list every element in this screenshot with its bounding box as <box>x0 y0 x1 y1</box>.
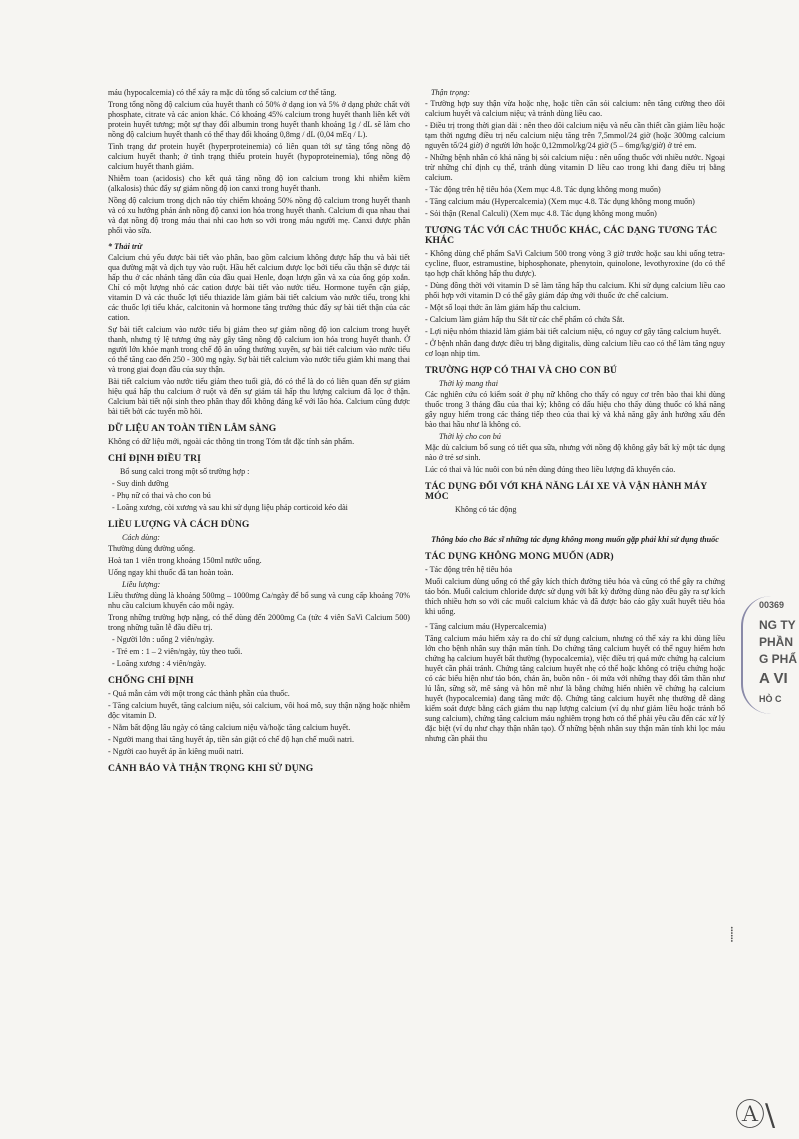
list-item: - Trường hợp suy thận vừa hoặc nhẹ, hoặc tiền căn sỏi calcium: nên tăng cường theo dõi calcium huyết và calcium niệu; và tránh dùng liều cao. <box>425 99 725 118</box>
stamp-text: PHẦN <box>759 635 794 649</box>
section-heading: LIỀU LƯỢNG VÀ CÁCH DÙNG <box>108 519 250 530</box>
paragraph: Tăng calcium máu hiếm xảy ra do chỉ sử dụng calcium, nhưng có thể xảy ra khi dùng liều lớn cho bệnh nhân suy thận mãn tính. Do chứng tăng calcium huyết có thể nguy hiểm hơn chứng hạ calcium huyết bất thường (hypocalcemia), việc điều trị quá mức chứng hạ calcium huyết cần phải tránh. Chứng tăng calcium huyết nhẹ có thể hoặc không có triệu chứng hoặc có các biểu hiện như táo bón, chán ăn, buồn nôn - ói mửa với những thay đổi tâm thần như lú lẫn, sững sờ, mê sảng và hôn mê như là bằng chứng hiển nhiên về chứng hạ calcium huyết (hypocalcemia) đang tăng mức độ. Chứng tăng calcium huyết nhẹ thường dễ dàng kiểm soát được bằng cách giảm thu nạp lượng calcium (ví dụ như giảm liều hoặc tránh bổ sung calcium), chứng tăng calcium máu nghiêm trọng hơn có thể phải yêu cầu đến các xử lý đặc biệt (ví dụ như chạy thận nhân tạo). Ở những bệnh nhân suy thận mãn tính khi lọc máu nhưng cần phải thu <box>425 634 725 743</box>
list-item: - Tăng calcium máu (Hypercalcemia) <box>425 622 547 631</box>
paragraph: Nồng độ calcium trong dịch não tủy chiếm khoảng 50% nồng độ calcium trong huyết thanh và có xu hướng phản ánh nồng độ canxi ion hóa trong huyết thanh. Calcium đi qua nhau thai và đạt nồng độ trong máu thai nhi cao hơn so với trong máu người mẹ. Canxi được phân phối vào sữa. <box>108 196 410 235</box>
paragraph: máu (hypocalcemia) có thể xảy ra mặc dù tổng số calcium cơ thể tăng. <box>108 88 337 97</box>
paragraph: Sự bài tiết calcium vào nước tiểu bị giảm theo sự giảm nồng độ ion calcium trong huyết thanh, nhưng tỷ lệ tương ứng này gây tăng nồng độ calcium ion hóa trong huyết thanh. Ở người lớn khỏe mạnh trong chế độ ăn uống thường xuyên, sự bài tiết calcium vào nước tiểu có thể tăng cao đến 250 - 300 mg ngày. Sự bài tiết calcium vào nước tiểu giảm khi mang thai và trong giai đoạn đầu của suy thận. <box>108 325 410 374</box>
list-item: - Người lớn : uống 2 viên/ngày. <box>112 635 215 644</box>
list-item: Uống ngay khi thuốc đã tan hoàn toàn. <box>108 568 234 577</box>
company-stamp <box>741 596 799 714</box>
section-heading: TRƯỜNG HỢP CÓ THAI VÀ CHO CON BÚ <box>425 365 617 376</box>
paragraph: Không có dữ liệu mới, ngoài các thông tin trong Tóm tắt đặc tính sản phẩm. <box>108 437 355 446</box>
paragraph: Nhiễm toan (acidosis) cho kết quả tăng nồng độ ion calcium trong khi nhiễm kiềm (alkalosis) thúc đẩy sự giảm nồng độ ion canxi trong huyết thanh. <box>108 174 410 193</box>
stamp-text: A VI <box>759 670 788 687</box>
subheading: Thời kỳ mang thai <box>439 379 498 388</box>
paragraph: Trong những trường hợp nặng, có thể dùng đến 2000mg Ca (tức 4 viên SaVi Calcium 500) trong những tuần lễ đầu điều trị. <box>108 613 410 632</box>
stamp-text: 00369 <box>759 600 785 610</box>
paragraph: Muối calcium dùng uống có thể gây kích thích đường tiêu hóa và cũng có thể gây ra chứng táo bón. Muối calcium chloride được sử dụng với bất kỳ đường dùng nào đều gây ra sự kích thích nhiều hơn so với các muối calcium khác và đã được báo cáo gây xuất huyết tiêu hóa khi uống. <box>425 577 725 616</box>
section-heading: CHỐNG CHỈ ĐỊNH <box>108 675 194 686</box>
list-item: - Tăng calcium huyết, tăng calcium niệu, sỏi calcium, vôi hoá mô, suy thận nặng hoặc nhiễm độc vitamin D. <box>108 701 410 720</box>
paragraph: Calcium chủ yếu được bài tiết vào phân, bao gồm calcium không được hấp thu và bài tiết qua đường mật và dịch tụy vào ruột. Hầu hết calcium được lọc bởi tiểu cầu thận sẽ được tái hấp thu ở các nhánh tăng dần của đầu quai Henle, đoạn lượn gần và xa của ống góp xoắn. Chỉ có một lượng nhỏ các cation được bài tiết vào nước tiểu. Hormone tuyến cận giáp, vitamin D và các thuốc lợi tiểu thiazide làm giảm bài tiết calcium vào nước tiểu, trong khi các thuốc lợi tiểu khác, calcitonin và hormone tăng trưởng thúc đẩy sự bài tiết thận của các cation. <box>108 253 410 322</box>
list-item: - Một số loại thức ăn làm giảm hấp thu calcium. <box>425 303 581 312</box>
paragraph: Các nghiên cứu có kiểm soát ở phụ nữ không cho thấy có nguy cơ trên bào thai khi dùng thuốc trong 3 tháng đầu của thai kỳ; không có dấu hiệu cho thấy dùng thuốc có khả năng gây nguy hiểm trong các tháng tiếp theo của thai kỳ và khả năng gây ảnh hưởng xấu đến bào thai hầu như là không có. <box>425 390 725 429</box>
list-item: - Tác động trên hệ tiêu hóa <box>425 565 513 574</box>
list-item: - Ở bệnh nhân đang được điều trị bằng digitalis, dùng calcium liều cao có thể làm tăng nguy cơ loạn nhịp tim. <box>425 339 725 358</box>
adr-notice: Thông báo cho Bác sĩ những tác dụng không mong muốn gặp phải khi sử dụng thuốc <box>431 535 719 544</box>
list-item: - Người cao huyết áp ăn kiêng muối natri. <box>108 747 244 756</box>
section-heading: TÁC DỤNG KHÔNG MONG MUỐN (ADR) <box>425 551 614 562</box>
elimination-heading: * Thải trừ <box>108 242 143 251</box>
list-item: Thường dùng đường uống. <box>108 544 196 553</box>
subheading: Liều lượng: <box>122 580 161 589</box>
list-item: - Quá mẫn cảm với một trong các thành phần của thuốc. <box>108 689 290 698</box>
subheading: Cách dùng: <box>122 533 160 542</box>
margin-mark: ⸽ <box>730 928 734 943</box>
subheading: Thận trọng: <box>431 88 470 97</box>
subheading: Thời kỳ cho con bú <box>439 432 501 441</box>
section-heading: TƯƠNG TÁC VỚI CÁC THUỐC KHÁC, CÁC DẠNG TƯƠNG TÁC KHÁC <box>425 225 718 246</box>
list-item: Hoà tan 1 viên trong khoảng 150ml nước uống. <box>108 556 262 565</box>
list-item: - Trẻ em : 1 – 2 viên/ngày, tùy theo tuổi. <box>112 647 243 656</box>
list-item: - Phụ nữ có thai và cho con bú <box>112 491 211 500</box>
section-heading: CHỈ ĐỊNH ĐIỀU TRỊ <box>108 453 201 464</box>
list-item: - Lợi niệu nhóm thiazid làm giảm bài tiết calcium niệu, có nguy cơ gây tăng calcium huyết. <box>425 327 722 336</box>
list-item: - Dùng đồng thời với vitamin D sẽ làm tăng hấp thu calcium. Khi sử dụng calcium liều cao phối hợp với vitamin D có thể gây giảm đáp ứng với thuốc ức chế calcium. <box>425 281 725 300</box>
paragraph: Liều thường dùng là khoảng 500mg – 1000mg Ca/ngày để bổ sung và cung cấp khoảng 70% nhu cầu calcium khuyến cáo mỗi ngày. <box>108 591 410 610</box>
list-item: - Những bệnh nhân có khả năng bị sỏi calcium niệu : nên uống thuốc với nhiều nước. Ngoại trừ những chỉ định cụ thể, tránh dùng vitamin D liều cao trong khi đang điều trị bằng calcium. <box>425 153 725 182</box>
left-column <box>108 88 410 777</box>
paragraph: Bổ sung calci trong một số trường hợp : <box>120 467 250 476</box>
signature: Ⓐ\ <box>735 1098 776 1133</box>
paragraph: Trong tổng nồng độ calcium của huyết thanh có 50% ở dạng ion và 5% ở dạng phức chất với phosphate, citrate và các anion khác. Có khoảng 45% calcium trong huyết thanh liên kết với protein huyết tương; một sự thay đổi albumin trong huyết thanh khoảng 1g / dL sẽ làm cho nồng độ calcium huyết thanh có thể thay đổi khoảng 0,8mg / dL (0,04 mEq / L). <box>108 100 410 139</box>
stamp-text: HÒ C <box>759 694 782 704</box>
paragraph: Không có tác động <box>455 505 517 514</box>
section-heading: TÁC DỤNG ĐỐI VỚI KHẢ NĂNG LÁI XE VÀ VẬN HÀNH MÁY MÓC <box>425 481 707 502</box>
paragraph: Bài tiết calcium vào nước tiểu giảm theo tuổi già, đó có thể là do có liên quan đến sự giảm hiệu quả hấp thu calcium ở ruột và đến sự giảm tái hấp thu lượng calcium đã lọc ở thận. Calcium bài tiết nội sinh theo phân thay đổi không đáng kể với lão hóa. Calcium cũng được bài tiết bởi các tuyến mồ hôi. <box>108 377 410 416</box>
list-item: - Suy dinh dưỡng <box>112 479 169 488</box>
list-item: - Tăng calcium máu (Hypercalcemia) (Xem mục 4.8. Tác dụng không mong muốn) <box>425 197 695 206</box>
paragraph: Lúc có thai và lúc nuôi con bú nên dùng đúng theo liều lượng đã khuyến cáo. <box>425 465 676 474</box>
right-column <box>425 88 725 746</box>
paragraph: Mặc dù calcium bổ sung có tiết qua sữa, nhưng với nồng độ không gây bất kỳ một tác dụng nào ở trẻ sơ sinh. <box>425 443 725 462</box>
list-item: - Tác động trên hệ tiêu hóa (Xem mục 4.8. Tác dụng không mong muốn) <box>425 185 661 194</box>
list-item: - Calcium làm giảm hấp thu Sắt từ các chế phẩm có chứa Sắt. <box>425 315 625 324</box>
section-heading: DỮ LIỆU AN TOÀN TIỀN LÂM SÀNG <box>108 423 277 434</box>
paragraph: Tình trạng dư protein huyết (hyperproteinemia) có liên quan tới sự tăng tổng nồng độ calcium huyết thanh; ở tình trạng thiếu protein huyết (hypoproteinemia), tổng nồng độ calcium huyết thanh giảm. <box>108 142 410 171</box>
list-item: - Sỏi thận (Renal Calculi) (Xem mục 4.8. Tác dụng không mong muốn) <box>425 209 657 218</box>
list-item: - Loãng xương, còi xương và sau khi sử dụng liệu pháp corticoid kéo dài <box>112 503 348 512</box>
list-item: - Người mang thai tăng huyết áp, tiền sản giật có chế độ hạn chế muối natri. <box>108 735 355 744</box>
list-item: - Loãng xương : 4 viên/ngày. <box>112 659 207 668</box>
list-item: - Điều trị trong thời gian dài : nên theo dõi calcium niệu và nếu cần thiết cần giảm liều hoặc tạm thời ngưng điều trị nếu calcium niệu tăng trên 7,5mmol/24 giờ (hoặc 300mg calcium nguyên tố/24 giờ) ở người lớn hoặc 0,12mmol/kg/24 giờ (5 – 6mg/kg/giờ) ở trẻ em. <box>425 121 725 150</box>
section-heading: CẢNH BÁO VÀ THẬN TRỌNG KHI SỬ DỤNG <box>108 763 314 774</box>
stamp-text: G PHẨ <box>759 652 798 666</box>
list-item: - Nằm bất động lâu ngày có tăng calcium niệu và/hoặc tăng calcium huyết. <box>108 723 351 732</box>
stamp-text: NG TY <box>759 618 796 632</box>
list-item: - Không dùng chế phẩm SaVi Calcium 500 trong vòng 3 giờ trước hoặc sau khi uống tetra-cycline, fluor, estramustine, biphosphonate, phenytoin, quinolone, levothyroxine (do có thể tạo hợp chất không hấp thu được). <box>425 249 725 278</box>
